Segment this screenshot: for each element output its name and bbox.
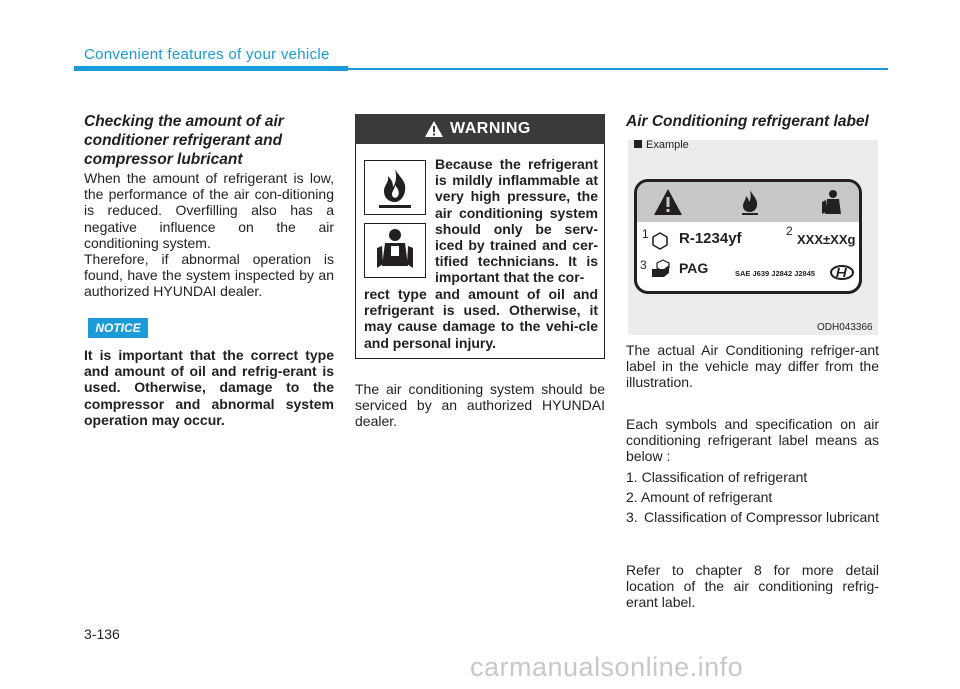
warning-label: WARNING (450, 120, 531, 137)
list-item-text: Classification of refrigerant (641, 469, 808, 485)
list-item-number: 1. (626, 469, 638, 485)
label-refrigerant-type: R-1234yf (679, 230, 742, 247)
paragraph-refer-chapter-8: Refer to chapter 8 for more detail location of the air conditioning refrig-erant label. (626, 562, 879, 611)
list-item (626, 489, 879, 505)
list-item-text: Amount of refrigerant (640, 489, 773, 505)
warning-triangle-icon (425, 121, 443, 137)
notice-badge: NOTICE (88, 318, 148, 338)
list-item-text: Classification of Compressor lubricant (644, 509, 879, 525)
warning-text-wrapped: Because the refrigerant is mildly inflammable at very high pressure, the air conditioning system should only be serv-iced by trained and cer-tified technicians. It is important that the cor- (435, 156, 598, 286)
lubricant-symbol-icon (649, 259, 673, 279)
section-heading-check-refrigerant: Checking the amount of air conditioner refrigerant and compressor lubricant (84, 113, 284, 168)
label-number-2: 2 (786, 224, 793, 238)
list-item-number: 2. (626, 489, 638, 505)
label-lubricant-type: PAG (679, 260, 709, 276)
label-technician-icon (820, 188, 846, 216)
label-flame-icon (739, 188, 761, 216)
paragraph-abnormal-operation: Therefore, if abnormal operation is found, have the system inspected by an authorized HYUNDAI dealer. (84, 251, 334, 300)
paragraph-serviced-by-dealer: The air conditioning system should be serviced by an authorized HYUNDAI dealer. (355, 381, 605, 430)
paragraph-label-may-differ: The actual Air Conditioning refriger-ant label in the vehicle may differ from the illustration. (626, 342, 879, 391)
notice-text: It is important that the correct type and amount of oil and refrig-erant is used. Otherwise, damage to the compressor and abnormal system operation may occur. (84, 347, 334, 428)
technician-icon (364, 223, 426, 278)
caution-triangle-icon (653, 188, 683, 216)
page-number: 3-136 (84, 626, 120, 642)
header-rule-thick (74, 66, 348, 71)
warning-header (355, 114, 605, 144)
label-number-1: 1 (642, 227, 649, 241)
watermark: carmanualsonline.info (470, 652, 744, 682)
label-refrigerant-amount: XXX±XXg (797, 232, 856, 247)
list-item (626, 509, 879, 525)
refrigerant-label (634, 179, 862, 294)
header-rule-thin (348, 68, 888, 70)
label-sae-standards: SAE J639 J2842 J2845 (735, 269, 816, 278)
refrigerant-symbol-icon (651, 232, 669, 250)
section-heading-refrigerant-label: Air Conditioning refrigerant label (626, 113, 869, 130)
hyundai-logo-icon (830, 265, 854, 280)
example-caption (634, 139, 689, 151)
label-number-3: 3 (640, 258, 647, 272)
paragraph-symbols-specification: Each symbols and specification on air conditioning refrigerant label means as below : (626, 416, 879, 465)
image-code: ODH043366 (817, 322, 873, 333)
list-item (626, 469, 879, 485)
list-item-number: 3. (626, 509, 638, 525)
paragraph-refrigerant-low: When the amount of refrigerant is low, the performance of the air con-ditioning is reduced. Overfilling also has a negative influence on the air conditioning system. (84, 170, 334, 251)
section-title: Convenient features of your vehicle (84, 46, 330, 63)
flame-icon (364, 160, 426, 215)
square-bullet-icon (634, 140, 642, 148)
warning-text-full: rect type and amount of oil and refrigerant is used. Otherwise, it may cause damage to the vehi-cle and personal injury. (364, 286, 598, 351)
example-label: Example (646, 139, 689, 151)
